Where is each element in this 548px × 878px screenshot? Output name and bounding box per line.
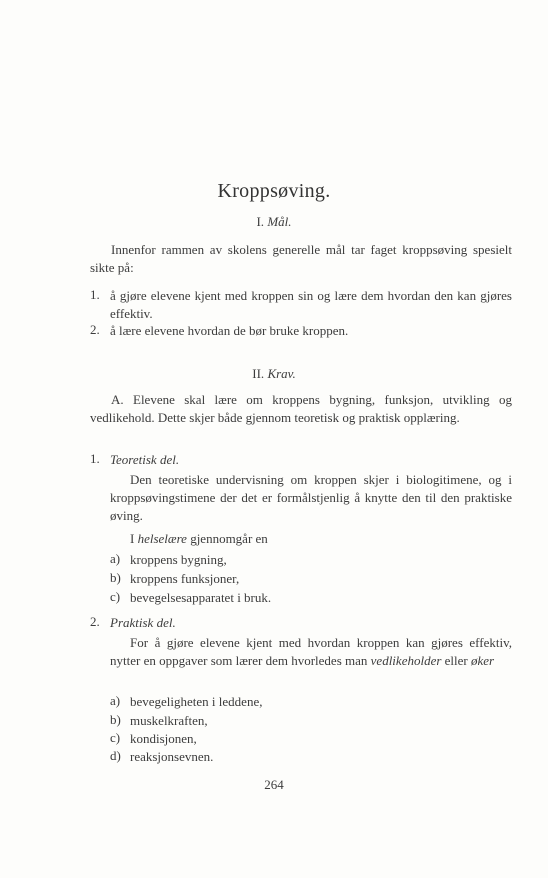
list-item: bevegeligheten i leddene, (130, 694, 263, 709)
list-letter: b) (110, 570, 121, 585)
intro-paragraph: Innenfor rammen av skolens generelle mål tar faget kroppsøving spesielt sikte på: (90, 242, 512, 275)
section-heading-krav (0, 366, 548, 382)
list-letter: c) (110, 730, 121, 745)
section-numeral: I. (256, 214, 265, 229)
goal-number: 2. (90, 322, 100, 337)
lead-text: I (130, 531, 138, 546)
part-heading: Praktisk del. (110, 615, 176, 630)
part2-text: eller (441, 653, 471, 668)
list-item: bevegelsesapparatet i bruk. (130, 590, 272, 605)
page-title: Kroppsøving. (217, 180, 331, 202)
list-letter: b) (110, 712, 121, 727)
page-number: 264 (264, 777, 284, 792)
list-item: kroppens bygning, (130, 552, 227, 567)
goal-item: å gjøre elevene kjent med kroppen sin og lære dem hvordan den kan gjøres effektiv. (110, 288, 512, 321)
list-item: kroppens funksjoner, (130, 571, 240, 586)
section-label: Krav. (267, 366, 296, 381)
list-item: reaksjonsevnen. (130, 749, 214, 764)
list-letter: c) (110, 589, 121, 604)
paragraph-a: A. Elevene skal lære om kroppens bygning, funksjon, utvikling og vedlikehold. Dette skjer både gjennom teoretisk og praktisk opplæring. (90, 392, 512, 425)
list-item: kondisjonen, (130, 731, 197, 746)
section-label: Mål. (267, 214, 292, 229)
lead-text: gjennomgår en (186, 531, 268, 546)
section-numeral: II. (252, 366, 265, 381)
part-number: 1. (90, 451, 100, 466)
list-letter: d) (110, 748, 121, 763)
goal-number: 1. (90, 287, 100, 302)
part2-italic: øker (471, 653, 495, 668)
part-heading: Teoretisk del. (110, 452, 180, 467)
part2-paragraph (110, 634, 512, 670)
goal-item: å lære elevene hvordan de bør bruke kroppen. (110, 323, 349, 338)
list-item: muskelkraften, (130, 713, 208, 728)
part1-paragraph: Den teoretiske undervisning om kroppen skjer i biologitimene, og i kroppsøvingstimene der det er formålstjenlig å knytte den til den praktiske øving. (110, 472, 512, 523)
part2-text: For å gjøre elevene kjent med hvordan kroppen kan gjøres effektiv, nytter en oppgaver som lærer dem hvorledes man (110, 635, 512, 668)
list-letter: a) (110, 551, 121, 566)
helselaere-lead (130, 530, 512, 548)
part2-italic: vedlikeholder (370, 653, 442, 668)
part-number: 2. (90, 614, 100, 629)
section-heading-maal (0, 214, 548, 230)
lead-italic: helselære (137, 531, 187, 546)
list-letter: a) (110, 693, 121, 708)
